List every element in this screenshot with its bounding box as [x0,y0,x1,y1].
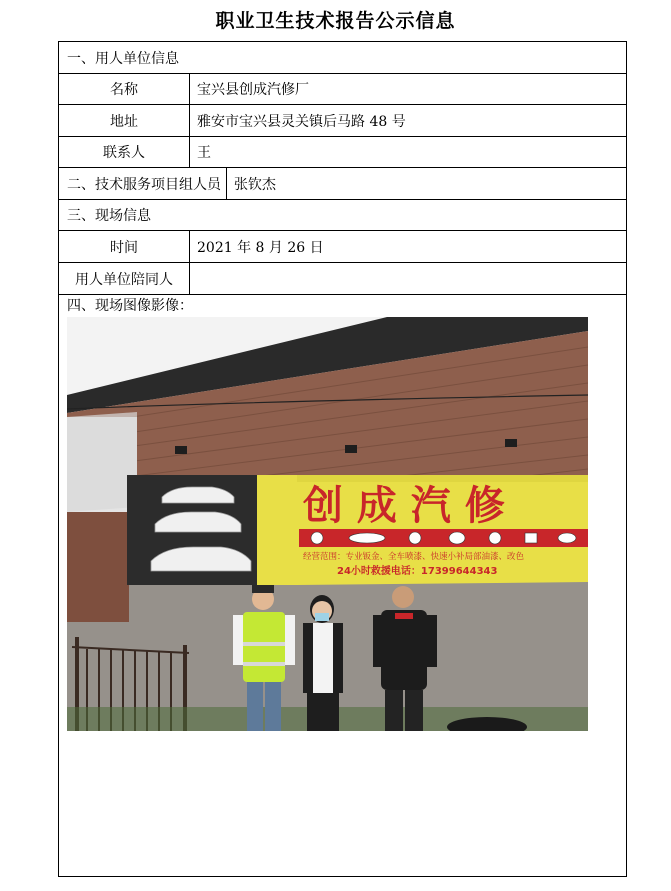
companion-value [189,263,626,294]
page-title: 职业卫生技术报告公示信息 [215,10,456,32]
row-time [59,231,626,263]
row-name [59,74,626,105]
section-images [59,295,626,876]
name-label: 名称 [110,82,138,98]
address-label: 地址 [110,113,138,130]
section-employer [59,42,626,74]
row-companion [59,263,626,295]
row-contact [59,137,626,168]
sign-main-text: 创 成 汽 修 [303,482,505,529]
companion-label: 用人单位陪同人 [75,271,173,288]
row-address [59,105,626,137]
section-technical-heading: 二、技术服务项目组人员 [67,176,221,193]
name-value: 宝兴县创成汽修厂 [197,82,309,98]
section-employer-heading: 一、用人单位信息 [67,50,179,67]
section-technical [59,168,626,200]
info-table [58,41,627,877]
technical-members: 张钦杰 [234,176,276,193]
time-value: 2021 年 8 月 26 日 [197,239,324,256]
section-site-heading: 三、现场信息 [67,208,151,224]
section-images-heading: 四、现场图像影像： [67,298,193,314]
site-photo [67,317,588,731]
time-label: 时间 [110,239,138,256]
contact-value: 王 [197,145,211,161]
sign-phone-text: 24小时救援电话：17399644343 [337,566,498,577]
section-site [59,200,626,231]
sign-scope-text: 经营范围：专业钣金、全车喷漆、快速小补局部油漆、改色 [303,552,525,562]
contact-label: 联系人 [103,145,145,161]
address-value: 雅安市宝兴县灵关镇后马路 48 号 [197,113,406,130]
